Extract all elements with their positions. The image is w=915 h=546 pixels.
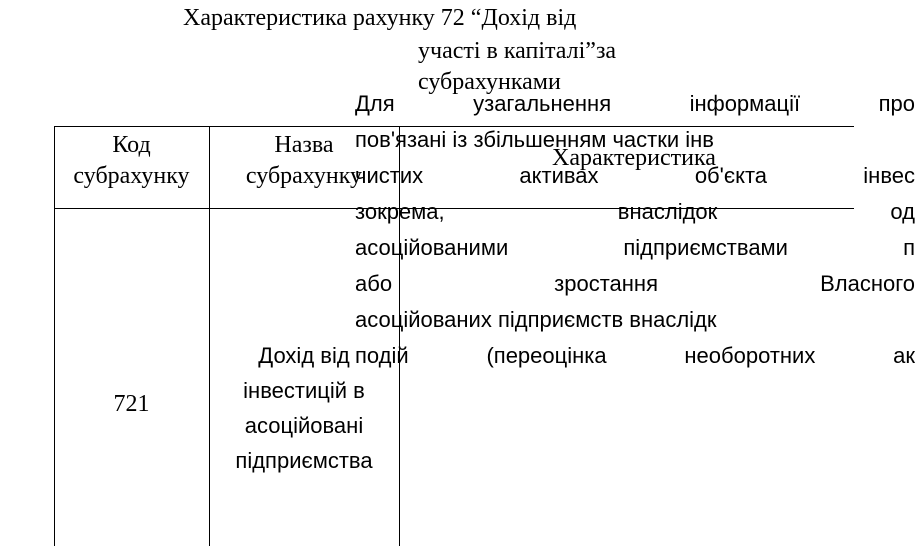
characteristic-word: подій bbox=[355, 343, 409, 368]
characteristic-line bbox=[355, 338, 915, 374]
characteristic-word: або bbox=[355, 271, 393, 296]
characteristic-word: Власного bbox=[820, 271, 915, 296]
characteristic-line bbox=[355, 230, 915, 266]
characteristic-word: про bbox=[878, 91, 915, 116]
characteristic-line bbox=[355, 86, 915, 122]
characteristic-line bbox=[355, 194, 915, 230]
characteristic-word: інформації bbox=[689, 91, 801, 116]
characteristic-word: зокрема, bbox=[355, 199, 445, 224]
characteristic-word: інвес bbox=[863, 163, 915, 188]
row-name-line-1: Дохід від bbox=[258, 343, 350, 368]
characteristic-word: п bbox=[903, 235, 915, 260]
header-name-line-2: субрахунку bbox=[245, 163, 363, 189]
row-characteristic-text bbox=[355, 86, 915, 374]
row-code: 721 bbox=[113, 391, 150, 417]
row-name-line-2: інвестицій в bbox=[243, 378, 365, 403]
document-title-line-3: субрахунками bbox=[418, 69, 561, 95]
characteristic-word: пов'язані із збільшенням частки інв bbox=[355, 127, 714, 152]
characteristic-line bbox=[355, 122, 855, 158]
characteristic-word: узагальнення bbox=[473, 91, 612, 116]
characteristic-line bbox=[355, 266, 915, 302]
characteristic-word: об'єкта bbox=[694, 163, 768, 188]
document-title-line-1: Характеристика рахунку 72 “Дохід від bbox=[183, 5, 577, 31]
row-name-line-4: підприємства bbox=[235, 448, 373, 473]
characteristic-word: од bbox=[890, 199, 915, 224]
characteristic-word: ак bbox=[893, 343, 915, 368]
characteristic-word: активах bbox=[519, 163, 599, 188]
characteristic-word: (переоцінка bbox=[486, 343, 607, 368]
characteristic-word: зростання bbox=[554, 271, 658, 296]
characteristic-word: чистих bbox=[355, 163, 424, 188]
header-characteristic: Характеристика bbox=[552, 145, 716, 171]
characteristic-word: внаслідок bbox=[617, 199, 718, 224]
document-title-line-2: участі в капіталі”за bbox=[418, 38, 617, 64]
header-code bbox=[54, 130, 209, 192]
header-code-line-1: Код bbox=[112, 132, 151, 158]
characteristic-word: Для bbox=[355, 91, 395, 116]
row-name-line-3: асоційовані bbox=[244, 413, 364, 438]
header-code-line-2: субрахунку bbox=[73, 163, 190, 189]
characteristic-word: асоційованих підприємств внаслідк bbox=[355, 307, 717, 332]
characteristic-word: необоротних bbox=[684, 343, 816, 368]
characteristic-word: асоційованими bbox=[355, 235, 509, 260]
characteristic-line bbox=[355, 158, 915, 194]
characteristic-word: підприємствами bbox=[623, 235, 788, 260]
header-name-line-1: Назва bbox=[274, 132, 334, 158]
characteristic-line bbox=[355, 302, 855, 338]
